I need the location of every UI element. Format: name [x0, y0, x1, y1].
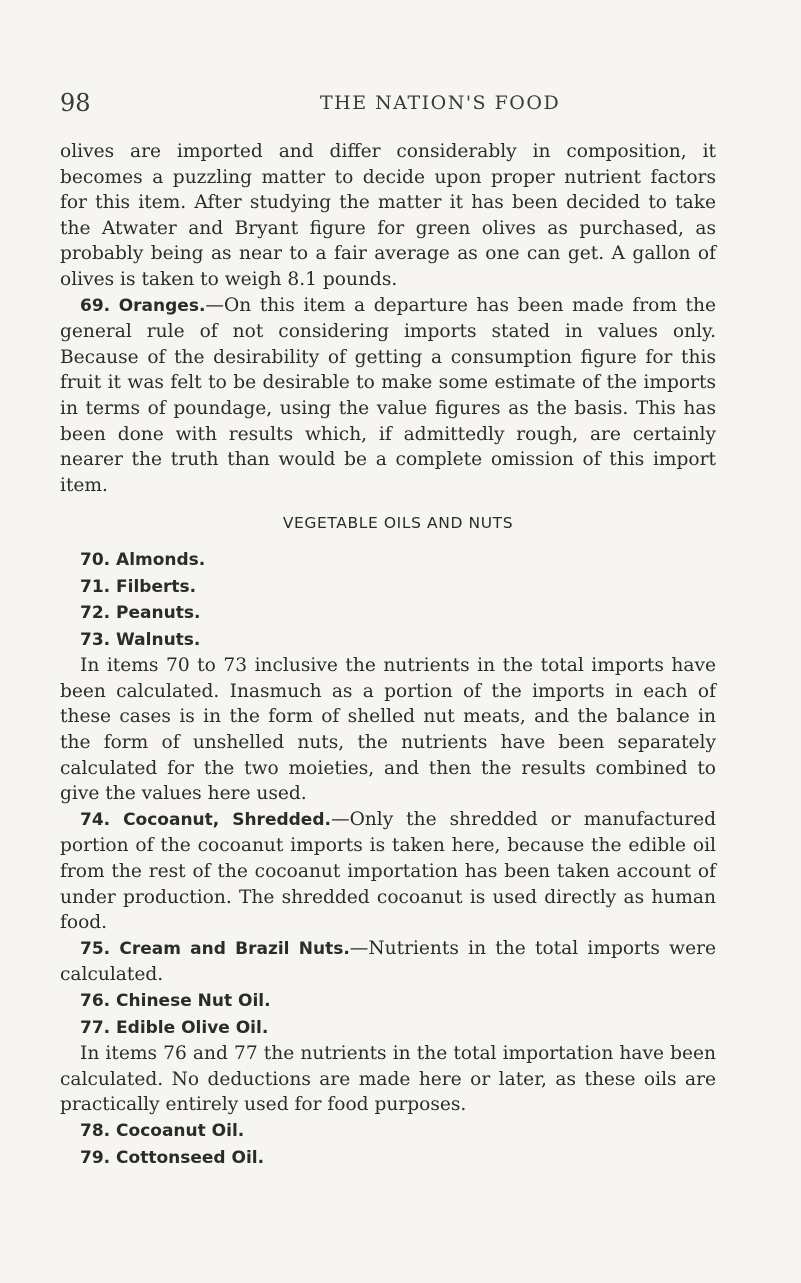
paragraph-item-69 [60, 293, 716, 499]
page-number: 98 [60, 89, 91, 117]
section-heading: VEGETABLE OILS AND NUTS [282, 514, 514, 533]
item-78 [60, 1118, 716, 1145]
item-77-label: 77. Edible Olive Oil. [80, 1017, 269, 1038]
body-text [60, 139, 716, 1171]
paragraph-item-74 [60, 807, 716, 936]
paragraph-items-70-73: In items 70 to 73 inclusive the nutrients in the total imports have been calculated. Inasmuch as a portion of the imports in each of these cases is in the form of shelled nut meats, and the balance in the form of unshelled nuts, the nutrients have been separately calculated for the two moieties, and then the results combined to give the values here used. [60, 655, 716, 805]
paragraph-item-75 [60, 936, 716, 988]
item-70 [60, 547, 716, 574]
item-74-text: —Only the shredded or manufactured portion of the cocoanut imports is taken here, because the edible oil from the rest of the cocoanut importation has been taken account of under production. The shredded cocoanut is used directly as human food. [60, 808, 716, 934]
running-head: THE NATION'S FOOD [320, 92, 561, 114]
item-73 [60, 627, 716, 654]
item-73-label: 73. Walnuts. [80, 629, 201, 650]
item-69-text: —On this item a departure has been made from the general rule of not considering imports stated in values only. Because of the desirability of getting a consumption figure for this fruit it was felt to be desirable to make some estimate of the imports in terms of poundage, using the value figures as the basis. This has been done with results which, if admittedly rough, are certainly nearer the truth than would be a complete omission of this import item. [60, 294, 716, 496]
item-72 [60, 600, 716, 627]
item-75-label: 75. Cream and Brazil Nuts. [80, 938, 350, 959]
item-74-label: 74. Cocoanut, Shredded. [80, 809, 331, 830]
item-78-label: 78. Cocoanut Oil. [80, 1120, 245, 1141]
item-75-text: —Nutrients in the total imports were calculated. [60, 937, 716, 986]
item-76-label: 76. Chinese Nut Oil. [80, 991, 271, 1011]
item-76 [60, 988, 716, 1015]
paragraph-olives-continued: olives are imported and differ considerably in composition, it becomes a puzzling matter to decide upon proper nutrient factors for this item. After studying the matter it has been decided to take the Atwater and Bryant figure for green olives as purchased, as probably being as near to a fair average as one can get. A gallon of olives is taken to weigh 8.1 pounds. [60, 141, 716, 290]
item-70-label: 70. Almonds. [80, 549, 206, 570]
item-69-label: 69. Oranges. [80, 295, 206, 316]
item-71 [60, 574, 716, 601]
item-71-label: 71. Filberts. [80, 576, 197, 597]
item-79 [60, 1145, 716, 1172]
item-72-label: 72. Peanuts. [80, 603, 201, 624]
item-77 [60, 1015, 716, 1042]
item-79-label: 79. Cottonseed Oil. [80, 1147, 265, 1168]
paragraph-items-76-77: In items 76 and 77 the nutrients in the total importation have been calculated. No deductions are made here or later, as these oils are practically entirely used for food purposes. [60, 1043, 716, 1116]
